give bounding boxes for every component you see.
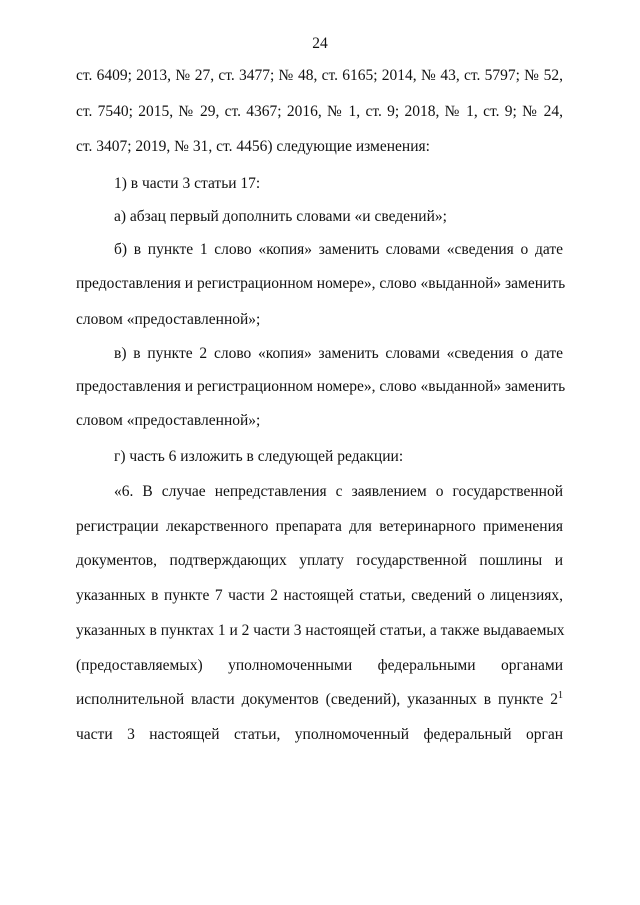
text-line: указанных в пунктах 1 и 2 части 3 настоящей статьи, а также выдаваемых [76,622,565,639]
list-item: а) абзац первый дополнить словами «и сведений»; [114,208,447,225]
list-item: в) в пункте 2 слово «копия» заменить словами «сведения о дате [114,345,563,362]
text-line: (предоставляемых) уполномоченными федеральными органами [76,657,563,674]
text-line-body: исполнительной власти документов (сведений), указанных в пункте 2 [76,691,558,708]
text-line: части 3 настоящей статьи, уполномоченный федеральный орган [76,726,563,743]
text-line: указанных в пункте 7 части 2 настоящей статьи, сведений о лицензиях, [76,587,563,604]
list-item: 1) в части 3 статьи 17: [114,175,261,192]
text-line: ст. 7540; 2015, № 29, ст. 4367; 2016, № 1, ст. 9; 2018, № 1, ст. 9; № 24, [76,103,563,120]
text-line: словом «предоставленной»; [76,412,261,429]
text-line: предоставления и регистрационном номере», слово «выданной» заменить [76,378,566,395]
quoted-paragraph-line: «6. В случае непредставления с заявлением о государственной [114,483,563,500]
text-line: предоставления и регистрационном номере», слово «выданной» заменить [76,275,566,292]
superscript: 1 [558,690,563,701]
text-line: документов, подтверждающих уплату государственной пошлины и [76,552,563,569]
text-line: ст. 6409; 2013, № 27, ст. 3477; № 48, ст. 6165; 2014, № 43, ст. 5797; № 52, [76,67,563,84]
text-line: словом «предоставленной»; [76,311,261,328]
text-line: регистрации лекарственного препарата для ветеринарного применения [76,518,563,535]
text-line: ст. 3407; 2019, № 31, ст. 4456) следующие изменения: [76,138,430,155]
list-item: г) часть 6 изложить в следующей редакции: [114,448,404,465]
text-line [76,690,563,710]
page-number: 24 [312,35,328,52]
list-item: б) в пункте 1 слово «копия» заменить словами «сведения о дате [114,241,563,258]
